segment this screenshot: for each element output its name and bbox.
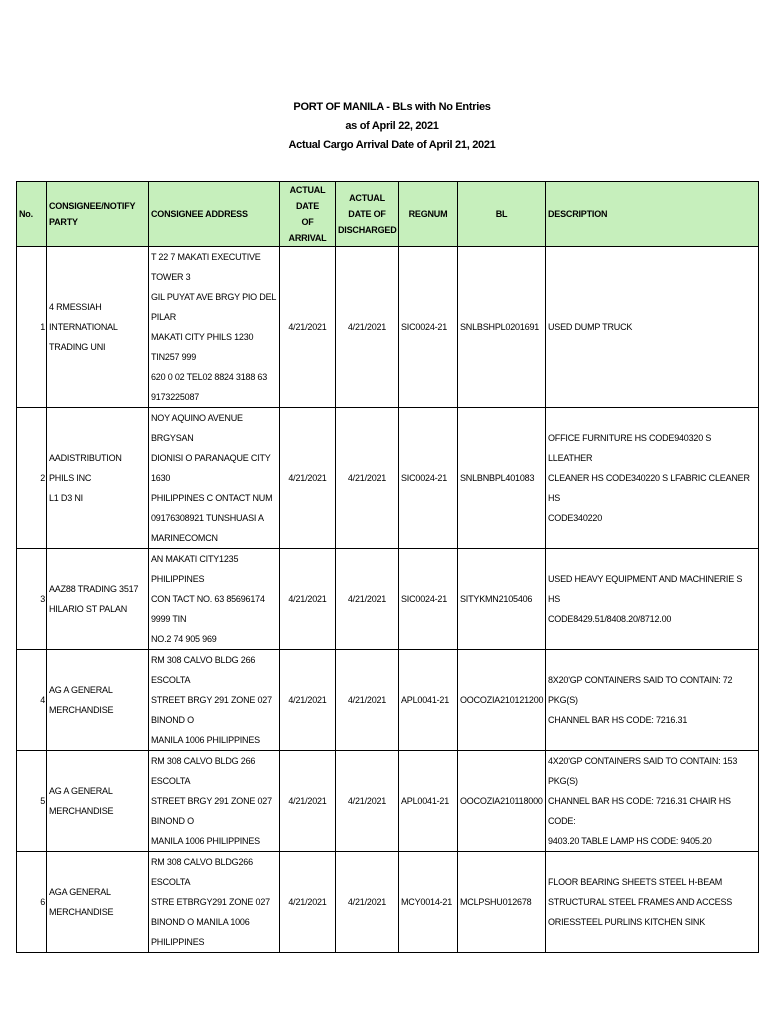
row-no: 6 bbox=[17, 852, 47, 953]
row-discharged: 4/21/2021 bbox=[336, 751, 399, 852]
row-no: 4 bbox=[17, 650, 47, 751]
row-regnum: MCY0014-21 bbox=[399, 852, 458, 953]
title-line-2: as of April 22, 2021 bbox=[345, 120, 439, 132]
row-bl: SNLBNBPL401083 bbox=[458, 408, 546, 549]
table-header-row bbox=[17, 182, 759, 247]
row-address: RM 308 CALVO BLDG 266 ESCOLTA STREET BRGY 291 ZONE 027 BINOND O MANILA 1006 PHILIPPINES bbox=[149, 650, 280, 751]
table-row bbox=[17, 650, 759, 751]
table-row bbox=[17, 408, 759, 549]
row-description: 8X20'GP CONTAINERS SAID TO CONTAIN: 72 PKG(S) CHANNEL BAR HS CODE: 7216.31 bbox=[546, 650, 759, 751]
row-consignee: AG A GENERAL MERCHANDISE bbox=[47, 751, 149, 852]
report-title bbox=[0, 98, 770, 155]
table-row bbox=[17, 549, 759, 650]
row-consignee: AG A GENERAL MERCHANDISE bbox=[47, 650, 149, 751]
header-address: CONSIGNEE ADDRESS bbox=[149, 182, 280, 247]
row-address: T 22 7 MAKATI EXECUTIVE TOWER 3 GIL PUYAT AVE BRGY PIO DEL PILAR MAKATI CITY PHILS 1230 TIN257 999 620 0 02 TEL02 8824 3188 63 9173225087 bbox=[149, 247, 280, 408]
row-consignee: AGA GENERAL MERCHANDISE bbox=[47, 852, 149, 953]
header-description: DESCRIPTION bbox=[546, 182, 759, 247]
row-discharged: 4/21/2021 bbox=[336, 408, 399, 549]
row-description: FLOOR BEARING SHEETS STEEL H-BEAM STRUCTURAL STEEL FRAMES AND ACCESS ORIESSTEEL PURLINS KITCHEN SINK bbox=[546, 852, 759, 953]
row-description: USED DUMP TRUCK bbox=[546, 247, 759, 408]
row-bl: SITYKMN2105406 bbox=[458, 549, 546, 650]
row-bl: OOCOZIA210121200 bbox=[458, 650, 546, 751]
row-consignee: 4 RMESSIAH INTERNATIONAL TRADING UNI bbox=[47, 247, 149, 408]
row-arrival: 4/21/2021 bbox=[280, 247, 336, 408]
title-line-3: Actual Cargo Arrival Date of April 21, 2021 bbox=[288, 139, 496, 151]
row-no: 3 bbox=[17, 549, 47, 650]
row-arrival: 4/21/2021 bbox=[280, 549, 336, 650]
row-no: 2 bbox=[17, 408, 47, 549]
row-regnum: APL0041-21 bbox=[399, 751, 458, 852]
table-row bbox=[17, 751, 759, 852]
title-line-1: PORT OF MANILA - BLs with No Entries bbox=[293, 101, 491, 113]
row-no: 5 bbox=[17, 751, 47, 852]
row-discharged: 4/21/2021 bbox=[336, 650, 399, 751]
header-regnum: REGNUM bbox=[399, 182, 458, 247]
row-regnum: SIC0024-21 bbox=[399, 247, 458, 408]
row-regnum: SIC0024-21 bbox=[399, 408, 458, 549]
row-bl: SNLBSHPL0201691 bbox=[458, 247, 546, 408]
header-bl: BL bbox=[458, 182, 546, 247]
row-description: OFFICE FURNITURE HS CODE940320 S LLEATHER CLEANER HS CODE340220 S LFABRIC CLEANER HS CODE340220 bbox=[546, 408, 759, 549]
header-discharged: ACTUAL DATE OF DISCHARGED bbox=[336, 182, 399, 247]
row-arrival: 4/21/2021 bbox=[280, 751, 336, 852]
row-arrival: 4/21/2021 bbox=[280, 650, 336, 751]
table-row bbox=[17, 247, 759, 408]
row-discharged: 4/21/2021 bbox=[336, 247, 399, 408]
header-no: No. bbox=[17, 182, 47, 247]
row-address: AN MAKATI CITY1235 PHILIPPINES CON TACT NO. 63 85696174 9999 TIN NO.2 74 905 969 bbox=[149, 549, 280, 650]
bl-table bbox=[16, 181, 759, 953]
row-discharged: 4/21/2021 bbox=[336, 852, 399, 953]
row-arrival: 4/21/2021 bbox=[280, 852, 336, 953]
row-description: 4X20'GP CONTAINERS SAID TO CONTAIN: 153 PKG(S) CHANNEL BAR HS CODE: 7216.31 CHAIR HS CODE: 9403.20 TABLE LAMP HS CODE: 9405.20 bbox=[546, 751, 759, 852]
row-arrival: 4/21/2021 bbox=[280, 408, 336, 549]
row-no: 1 bbox=[17, 247, 47, 408]
row-regnum: APL0041-21 bbox=[399, 650, 458, 751]
header-arrival: ACTUAL DATE OF ARRIVAL bbox=[280, 182, 336, 247]
row-address: NOY AQUINO AVENUE BRGYSAN DIONISI O PARANAQUE CITY 1630 PHILIPPINES C ONTACT NUM 09176308921 TUNSHUASI A MARINECOMCN bbox=[149, 408, 280, 549]
row-consignee: AADISTRIBUTION PHILS INC L1 D3 NI bbox=[47, 408, 149, 549]
row-regnum: SIC0024-21 bbox=[399, 549, 458, 650]
row-description: USED HEAVY EQUIPMENT AND MACHINERIE S HS CODE8429.51/8408.20/8712.00 bbox=[546, 549, 759, 650]
row-consignee: AAZ88 TRADING 3517 HILARIO ST PALAN bbox=[47, 549, 149, 650]
header-consignee: CONSIGNEE/NOTIFY PARTY bbox=[47, 182, 149, 247]
row-bl: MCLPSHU012678 bbox=[458, 852, 546, 953]
row-bl: OOCOZIA210118000 bbox=[458, 751, 546, 852]
row-address: RM 308 CALVO BLDG 266 ESCOLTA STREET BRGY 291 ZONE 027 BINOND O MANILA 1006 PHILIPPINES bbox=[149, 751, 280, 852]
table-row bbox=[17, 852, 759, 953]
row-discharged: 4/21/2021 bbox=[336, 549, 399, 650]
row-address: RM 308 CALVO BLDG266 ESCOLTA STRE ETBRGY291 ZONE 027 BINOND O MANILA 1006 PHILIPPINES bbox=[149, 852, 280, 953]
